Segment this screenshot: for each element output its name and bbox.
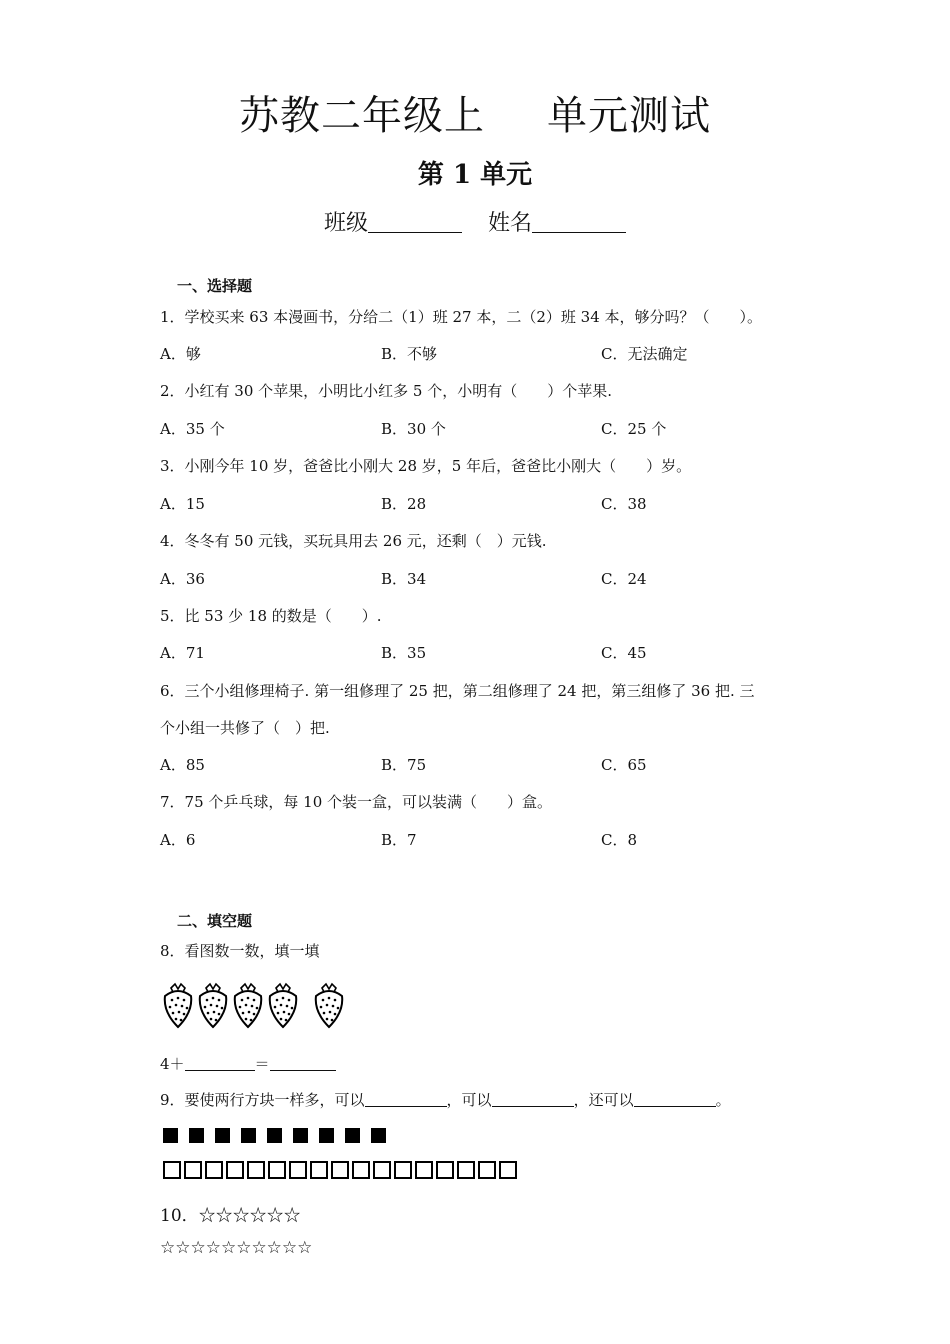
equation-equals: ＝ bbox=[254, 1055, 270, 1073]
filled-square bbox=[345, 1128, 360, 1143]
question-text: 5．比 53 少 18 的数是（ ）. bbox=[160, 607, 382, 625]
option-a: A．36 bbox=[160, 570, 205, 588]
option-b: B．34 bbox=[381, 570, 427, 588]
filled-square bbox=[189, 1128, 204, 1143]
option-c: C．45 bbox=[601, 644, 647, 662]
hollow-square bbox=[394, 1161, 412, 1179]
answer-blank[interactable] bbox=[270, 1055, 336, 1071]
question-text-continued: 个小组一共修了（ ）把. bbox=[160, 719, 330, 737]
hollow-square bbox=[247, 1161, 265, 1179]
student-info bbox=[0, 206, 950, 237]
option-a: A．35 个 bbox=[160, 420, 225, 438]
option-b: B．30 个 bbox=[381, 420, 446, 438]
option-c: C．无法确定 bbox=[601, 345, 688, 363]
question-text: 1．学校买来 63 本漫画书，分给二（1）班 27 本，二（2）班 34 本，够分吗？（ ）。 bbox=[160, 308, 763, 326]
hollow-square bbox=[415, 1161, 433, 1179]
hollow-square bbox=[310, 1161, 328, 1179]
hollow-square bbox=[268, 1161, 286, 1179]
filled-squares-row bbox=[163, 1128, 397, 1150]
answer-blank[interactable] bbox=[634, 1091, 716, 1107]
star-row-2: ☆☆☆☆☆☆☆☆☆☆ bbox=[160, 1238, 313, 1258]
hollow-square bbox=[205, 1161, 223, 1179]
filled-square bbox=[163, 1128, 178, 1143]
equation-start: 4＋ bbox=[160, 1055, 185, 1073]
hollow-square bbox=[457, 1161, 475, 1179]
q9-text-c: ，还可以 bbox=[573, 1091, 634, 1109]
hollow-square bbox=[436, 1161, 454, 1179]
filled-square bbox=[293, 1128, 308, 1143]
answer-blank[interactable] bbox=[492, 1091, 574, 1107]
option-a: A．够 bbox=[160, 345, 201, 363]
option-a: A．85 bbox=[160, 756, 205, 774]
option-c: C．24 bbox=[601, 570, 647, 588]
title-left: 苏教二年级上 bbox=[239, 93, 485, 139]
hollow-square bbox=[184, 1161, 202, 1179]
hollow-square bbox=[373, 1161, 391, 1179]
filled-square bbox=[267, 1128, 282, 1143]
equation-line bbox=[160, 1053, 336, 1074]
strawberry-icon bbox=[196, 982, 230, 1030]
option-a: A．71 bbox=[160, 644, 205, 662]
hollow-squares-row bbox=[163, 1161, 520, 1183]
class-label: 班级 bbox=[323, 211, 368, 236]
question-text: 2．小红有 30 个苹果，小明比小红多 5 个，小明有（ ）个苹果. bbox=[160, 382, 613, 400]
option-b: B．35 bbox=[381, 644, 427, 662]
answer-blank[interactable] bbox=[365, 1091, 447, 1107]
option-c: C．65 bbox=[601, 756, 647, 774]
unit-heading: 第 1 单元 bbox=[417, 160, 533, 190]
option-c: C．8 bbox=[601, 831, 638, 849]
hollow-square bbox=[478, 1161, 496, 1179]
option-b: B．7 bbox=[381, 831, 417, 849]
strawberry-icon bbox=[231, 982, 265, 1030]
strawberry-icon bbox=[161, 982, 195, 1030]
option-a: A．15 bbox=[160, 495, 205, 513]
strawberry-icon bbox=[266, 982, 300, 1030]
title-right: 单元测试 bbox=[547, 93, 711, 139]
q9-text-a: 9．要使两行方块一样多，可以 bbox=[160, 1091, 365, 1109]
option-b: B．不够 bbox=[381, 345, 438, 363]
option-c: C．25 个 bbox=[601, 420, 667, 438]
option-c: C．38 bbox=[601, 495, 647, 513]
page-title bbox=[0, 84, 950, 141]
question-text: 7．75 个乒乓球，每 10 个装一盒，可以装满（ ）盒。 bbox=[160, 793, 553, 811]
star-row-1: 10．☆☆☆☆☆☆ bbox=[160, 1206, 301, 1226]
name-label: 姓名 bbox=[488, 211, 533, 236]
section-heading-fill: 二、填空题 bbox=[177, 912, 253, 930]
hollow-square bbox=[352, 1161, 370, 1179]
hollow-square bbox=[289, 1161, 307, 1179]
filled-square bbox=[241, 1128, 256, 1143]
question-text: 4．冬冬有 50 元钱，买玩具用去 26 元，还剩（ ）元钱. bbox=[160, 532, 547, 550]
option-b: B．28 bbox=[381, 495, 427, 513]
question-text: 3．小刚今年 10 岁，爸爸比小刚大 28 岁，5 年后，爸爸比小刚大（ ）岁。 bbox=[160, 457, 692, 475]
answer-blank[interactable] bbox=[185, 1055, 255, 1071]
question-text: 8．看图数一数，填一填 bbox=[160, 942, 320, 960]
q9-text-b: ，可以 bbox=[446, 1091, 492, 1109]
filled-square bbox=[215, 1128, 230, 1143]
section-heading-choice: 一、选择题 bbox=[177, 277, 253, 295]
option-a: A．6 bbox=[160, 831, 196, 849]
question-text: 6．三个小组修理椅子. 第一组修理了 25 把，第二组修理了 24 把，第三组修了 36 把. 三 bbox=[160, 682, 755, 700]
hollow-square bbox=[226, 1161, 244, 1179]
hollow-square bbox=[331, 1161, 349, 1179]
filled-square bbox=[319, 1128, 334, 1143]
strawberry-icon bbox=[312, 982, 346, 1030]
hollow-square bbox=[163, 1161, 181, 1179]
class-blank[interactable] bbox=[368, 210, 462, 233]
question-text bbox=[160, 1089, 731, 1110]
filled-square bbox=[371, 1128, 386, 1143]
hollow-square bbox=[499, 1161, 517, 1179]
option-b: B．75 bbox=[381, 756, 427, 774]
q9-text-d: 。 bbox=[715, 1091, 731, 1109]
name-blank[interactable] bbox=[532, 210, 626, 233]
